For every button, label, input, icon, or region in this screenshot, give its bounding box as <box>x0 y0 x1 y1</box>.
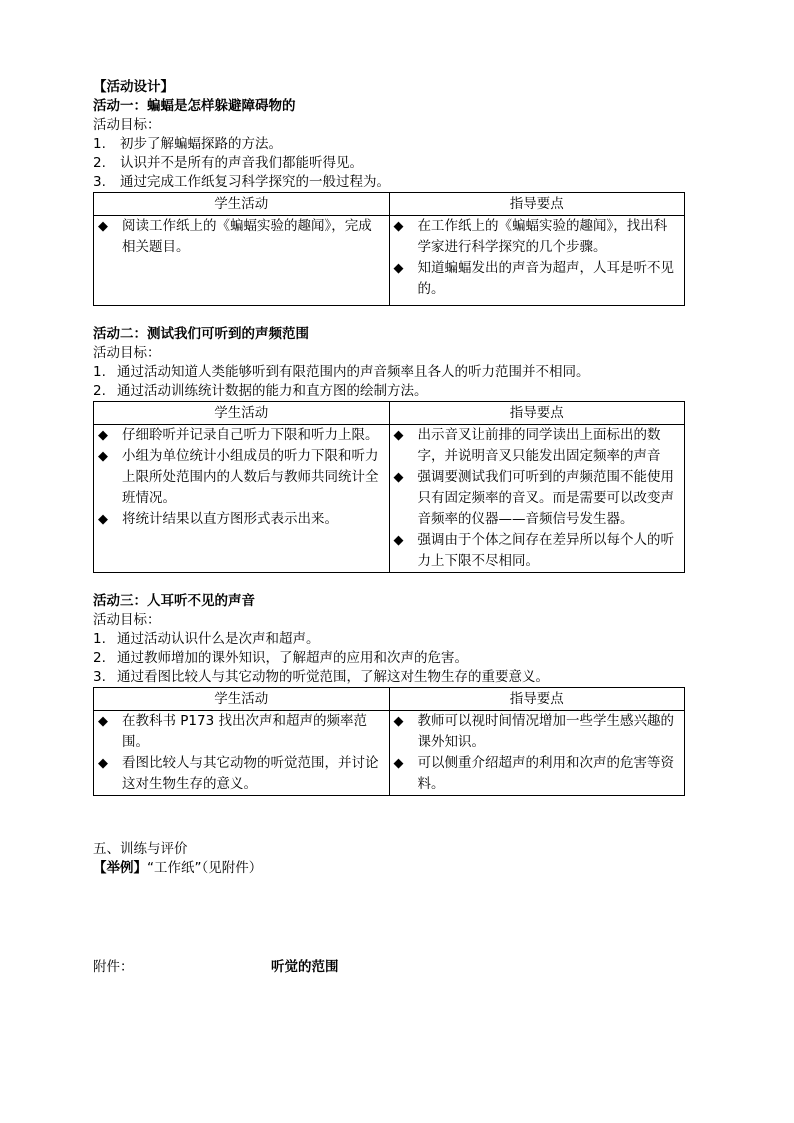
table-header-student: 学生活动 <box>94 402 390 425</box>
list-number: 2. <box>93 383 106 399</box>
section-heading: 【活动设计】 <box>93 79 174 95</box>
diamond-bullet-icon: ◆ <box>393 756 404 771</box>
list-number: 2. <box>93 650 106 666</box>
student-activity-cell <box>94 425 390 573</box>
list-item <box>93 363 685 382</box>
diamond-bullet-icon: ◆ <box>98 756 108 771</box>
list-text: 在工作纸上的《蝙蝠实验的趣闻》，找出科学家进行科学探究的几个步骤。 <box>417 218 668 255</box>
list-item <box>93 630 685 649</box>
table-header-guide: 指导要点 <box>389 688 685 711</box>
activity3-table <box>93 687 685 796</box>
section5-example <box>93 859 685 878</box>
list-item <box>394 467 681 530</box>
list-text: 通过活动训练统计数据的能力和直方图的绘制方法。 <box>117 383 428 399</box>
guide-points-cell <box>389 711 685 796</box>
student-activity-cell <box>94 216 390 306</box>
list-text: 认识并不是所有的声音我们都能听得见。 <box>120 155 363 171</box>
activity1-goal-label: 活动目标： <box>93 117 161 133</box>
list-text: 通过教师增加的课外知识，了解超声的应用和次声的危害。 <box>117 650 468 666</box>
list-text: 可以侧重介绍超声的利用和次声的危害等资料。 <box>417 755 674 792</box>
diamond-bullet-icon: ◆ <box>98 512 108 527</box>
list-text: 通过活动认识什么是次声和超声。 <box>117 631 320 647</box>
activity2-goals <box>93 363 685 401</box>
list-item <box>98 425 385 446</box>
table-header-student: 学生活动 <box>94 688 390 711</box>
list-text: 初步了解蝙蝠探路的方法。 <box>120 136 282 152</box>
list-text: 小组为单位统计小组成员的听力下限和听力上限所处范围内的人数后与教师共同统计全班情况。 <box>122 448 379 506</box>
list-number: 1. <box>93 631 106 647</box>
attachment-line <box>93 958 685 977</box>
guide-points-cell <box>389 216 685 306</box>
list-item <box>93 135 685 154</box>
list-item <box>394 711 681 753</box>
activity2-table <box>93 401 685 573</box>
list-item <box>394 530 681 572</box>
list-text: 强调由于个体之间存在差异所以每个人的听力上下限不尽相同。 <box>417 532 674 569</box>
diamond-bullet-icon: ◆ <box>393 533 404 548</box>
student-activity-cell <box>94 711 390 796</box>
list-item <box>394 216 681 258</box>
guide-points-cell <box>389 425 685 573</box>
attachment-title: 听觉的范围 <box>271 959 339 975</box>
activity2-goal-label: 活动目标： <box>93 345 161 361</box>
list-text: 仔细聆听并记录自己听力下限和听力上限。 <box>122 427 379 443</box>
activity1-goals <box>93 135 685 192</box>
list-text: 通过完成工作纸复习科学探究的一般过程为。 <box>120 174 390 190</box>
diamond-bullet-icon: ◆ <box>98 449 108 464</box>
activity3-title: 活动三：人耳听不见的声音 <box>93 593 255 609</box>
diamond-bullet-icon: ◆ <box>393 428 404 443</box>
list-item <box>394 753 681 795</box>
activity1-table <box>93 192 685 306</box>
list-text: 在教科书 P173 找出次声和超声的频率范围。 <box>122 713 367 750</box>
activity3-goals <box>93 630 685 687</box>
activity3-goal-label: 活动目标： <box>93 612 161 628</box>
document-page <box>93 78 685 977</box>
list-item <box>98 509 385 530</box>
list-item <box>93 668 685 687</box>
list-number: 3. <box>93 669 106 685</box>
attachment-label: 附件： <box>93 959 134 975</box>
list-item <box>394 425 681 467</box>
activity2-title: 活动二：测试我们可听到的声频范围 <box>93 326 309 342</box>
list-text: 将统计结果以直方图形式表示出来。 <box>122 511 338 527</box>
list-text: 知道蝙蝠发出的声音为超声，人耳是听不见的。 <box>417 260 674 297</box>
list-text: 看图比较人与其它动物的听觉范围，并讨论这对生物生存的意义。 <box>122 755 379 792</box>
table-header-guide: 指导要点 <box>389 193 685 216</box>
diamond-bullet-icon: ◆ <box>393 470 404 485</box>
list-item <box>93 382 685 401</box>
example-label: 【举例】 <box>93 860 147 876</box>
diamond-bullet-icon: ◆ <box>393 261 404 276</box>
table-header-guide: 指导要点 <box>389 402 685 425</box>
list-number: 2. <box>93 155 106 171</box>
list-item <box>98 753 385 795</box>
list-number: 1. <box>93 364 106 380</box>
list-item <box>98 711 385 753</box>
diamond-bullet-icon: ◆ <box>98 428 108 443</box>
list-item <box>98 446 385 509</box>
list-item <box>394 258 681 300</box>
list-text: 阅读工作纸上的《蝙蝠实验的趣闻》，完成相关题目。 <box>122 218 372 255</box>
list-item <box>93 154 685 173</box>
list-number: 1. <box>93 136 106 152</box>
list-text: 通过活动知道人类能够听到有限范围内的声音频率且各人的听力范围并不相同。 <box>117 364 590 380</box>
example-text: “工作纸”（见附件） <box>147 860 263 876</box>
list-text: 通过看图比较人与其它动物的听觉范围，了解这对生物生存的重要意义。 <box>117 669 549 685</box>
list-text: 强调要测试我们可听到的声频范围不能使用只有固定频率的音叉。而是需要可以改变声音频率的仪器——音频信号发生器。 <box>417 469 674 527</box>
list-item <box>93 173 685 192</box>
section5-title: 五、训练与评价 <box>93 841 188 857</box>
diamond-bullet-icon: ◆ <box>393 219 404 234</box>
list-item <box>98 216 385 258</box>
diamond-bullet-icon: ◆ <box>98 219 108 234</box>
list-text: 出示音叉让前排的同学读出上面标出的数字，并说明音叉只能发出固定频率的声音 <box>417 427 661 464</box>
list-text: 教师可以视时间情况增加一些学生感兴趣的课外知识。 <box>417 713 674 750</box>
diamond-bullet-icon: ◆ <box>98 714 108 729</box>
table-header-student: 学生活动 <box>94 193 390 216</box>
diamond-bullet-icon: ◆ <box>393 714 404 729</box>
list-item <box>93 649 685 668</box>
list-number: 3. <box>93 174 106 190</box>
activity1-title: 活动一：蝙蝠是怎样躲避障碍物的 <box>93 98 296 114</box>
